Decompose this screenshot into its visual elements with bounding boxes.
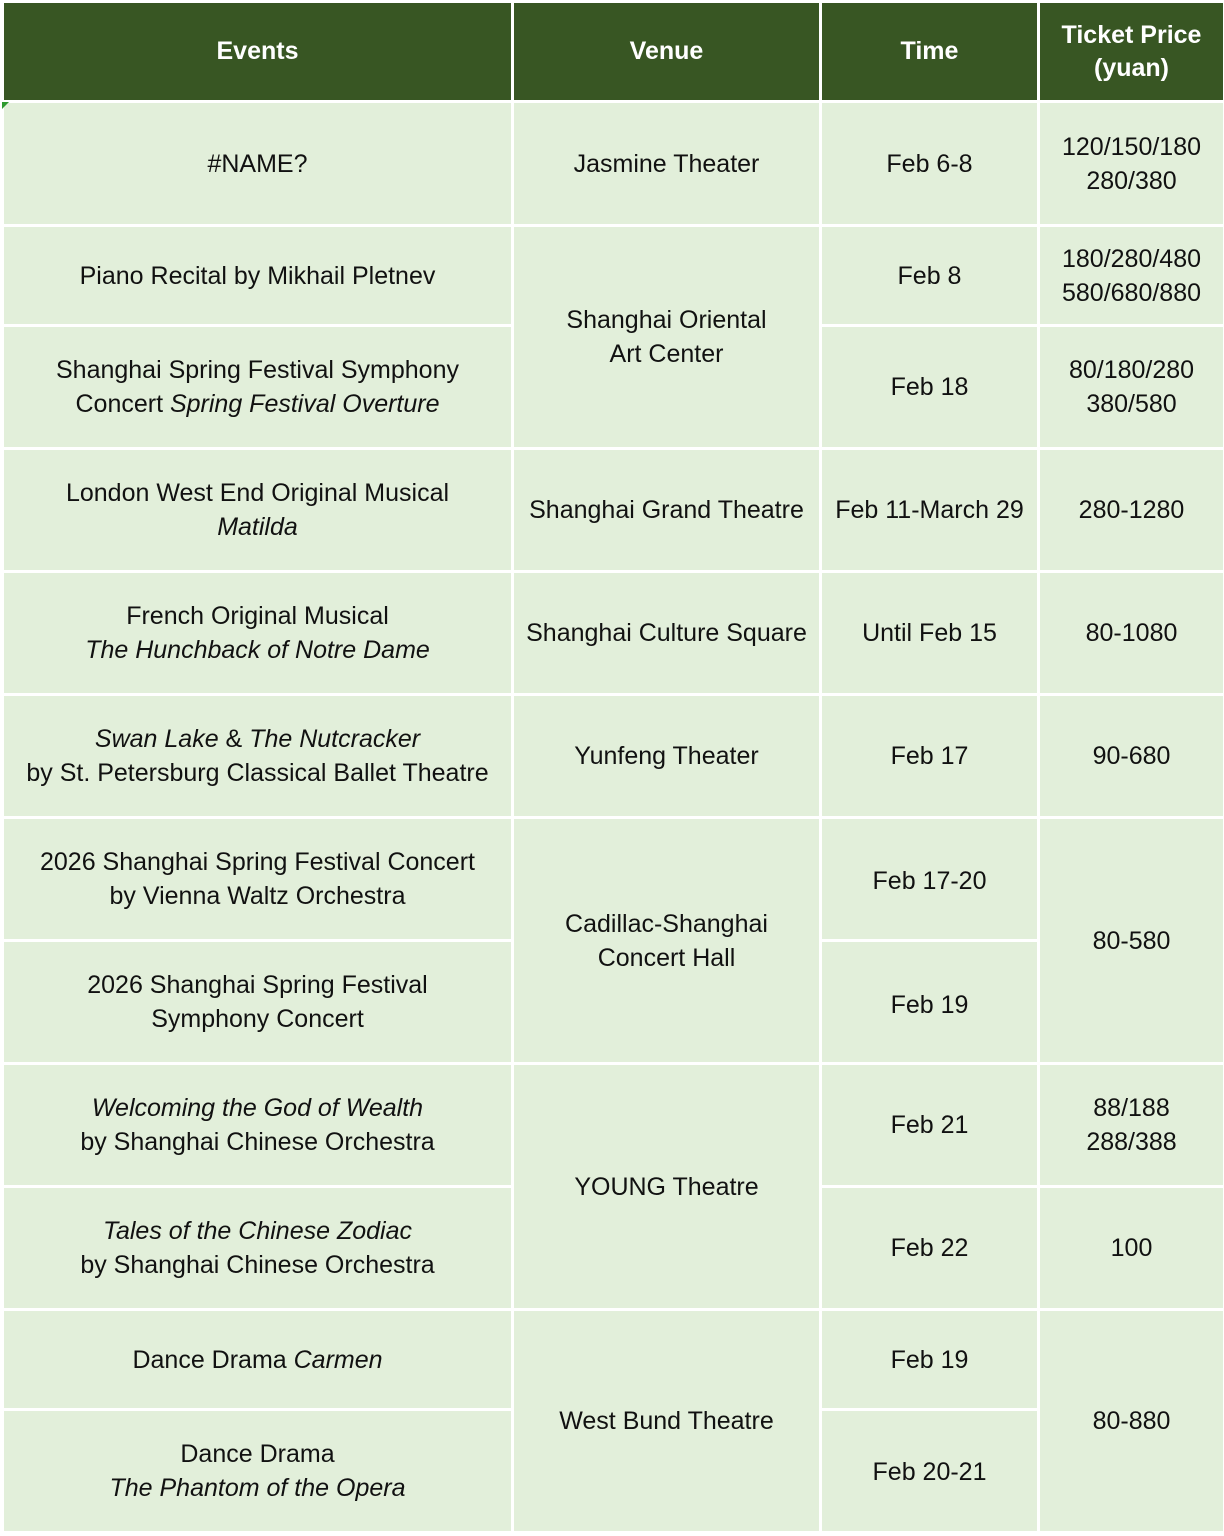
event-prefix: Concert xyxy=(75,390,170,418)
time-cell[interactable]: Feb 20-21 xyxy=(821,1410,1039,1533)
event-line: London West End Original Musical xyxy=(65,479,450,507)
event-title: The Hunchback of Notre Dame xyxy=(85,636,430,664)
event-title: The Nutcracker xyxy=(249,725,421,753)
header-row xyxy=(3,2,1224,102)
event-cell[interactable] xyxy=(3,449,513,572)
event-cell[interactable] xyxy=(3,695,513,818)
time-cell[interactable]: Feb 19 xyxy=(821,941,1039,1064)
time-cell[interactable]: Feb 17-20 xyxy=(821,818,1039,941)
header-ticket-price-line1: Ticket Price xyxy=(1061,20,1202,49)
header-events[interactable]: Events xyxy=(3,2,513,102)
venue-cell[interactable]: YOUNG Theatre xyxy=(513,1064,821,1310)
event-line: Dance Drama xyxy=(180,1440,335,1468)
event-ampersand: & xyxy=(218,725,250,753)
price-cell[interactable] xyxy=(1039,226,1224,326)
event-title: Welcoming the God of Wealth xyxy=(91,1094,424,1122)
price-cell[interactable]: 80-580 xyxy=(1039,818,1224,1064)
price-line: 180/280/480 xyxy=(1061,244,1202,273)
venue-line: Shanghai Oriental xyxy=(566,306,767,334)
event-line: 2026 Shanghai Spring Festival Concert xyxy=(40,848,475,876)
table-row xyxy=(3,695,1224,818)
price-line: 288/388 xyxy=(1086,1128,1177,1156)
event-cell[interactable] xyxy=(3,1310,513,1410)
table-row xyxy=(3,818,1224,941)
price-line: 380/580 xyxy=(1086,390,1177,418)
venue-line: Art Center xyxy=(609,340,724,368)
venue-cell[interactable]: Shanghai Culture Square xyxy=(513,572,821,695)
price-cell[interactable]: 280-1280 xyxy=(1039,449,1224,572)
venue-cell[interactable] xyxy=(513,226,821,449)
event-cell[interactable] xyxy=(3,1187,513,1310)
time-cell[interactable]: Feb 8 xyxy=(821,226,1039,326)
header-ticket-price-line2: (yuan) xyxy=(1094,53,1169,82)
header-time[interactable]: Time xyxy=(821,2,1039,102)
event-cell[interactable] xyxy=(3,572,513,695)
event-line: by Shanghai Chinese Orchestra xyxy=(80,1251,435,1279)
events-table xyxy=(1,0,1224,1534)
event-line: by St. Petersburg Classical Ballet Theatre xyxy=(26,759,489,787)
event-title: Carmen xyxy=(293,1345,383,1374)
table-row xyxy=(3,1064,1224,1187)
table-row xyxy=(3,226,1224,326)
price-line: 580/680/880 xyxy=(1061,278,1202,307)
table-row xyxy=(3,572,1224,695)
table-row xyxy=(3,102,1224,226)
table-row xyxy=(3,449,1224,572)
event-line: 2026 Shanghai Spring Festival xyxy=(87,971,428,999)
event-cell[interactable] xyxy=(3,326,513,449)
cell-error-marker xyxy=(2,102,9,109)
event-cell[interactable]: Piano Recital by Mikhail Pletnev xyxy=(3,226,513,326)
venue-cell[interactable]: Yunfeng Theater xyxy=(513,695,821,818)
price-line: 80/180/280 xyxy=(1068,356,1195,384)
time-cell[interactable]: Feb 18 xyxy=(821,326,1039,449)
event-line: Symphony Concert xyxy=(151,1005,364,1033)
event-title: Spring Festival Overture xyxy=(169,390,440,418)
price-line: 120/150/180 xyxy=(1061,132,1202,161)
venue-line: Cadillac-Shanghai xyxy=(565,909,768,938)
price-cell[interactable] xyxy=(1039,1064,1224,1187)
event-line: Shanghai Spring Festival Symphony xyxy=(55,356,459,384)
time-cell[interactable]: Feb 17 xyxy=(821,695,1039,818)
time-cell[interactable]: Feb 11-March 29 xyxy=(821,449,1039,572)
price-cell[interactable]: 90-680 xyxy=(1039,695,1224,818)
venue-line: Concert Hall xyxy=(597,943,736,972)
venue-cell[interactable]: Jasmine Theater xyxy=(513,102,821,226)
price-line: 88/188 xyxy=(1093,1094,1170,1122)
price-cell[interactable]: 80-1080 xyxy=(1039,572,1224,695)
event-prefix: Dance Drama xyxy=(132,1345,294,1374)
event-cell[interactable] xyxy=(3,1410,513,1533)
price-line: 280/380 xyxy=(1086,166,1177,195)
time-cell[interactable]: Feb 21 xyxy=(821,1064,1039,1187)
event-line: French Original Musical xyxy=(126,602,389,630)
time-cell[interactable]: Feb 6-8 xyxy=(821,102,1039,226)
time-cell[interactable]: Until Feb 15 xyxy=(821,572,1039,695)
event-title: Matilda xyxy=(217,513,298,541)
price-cell[interactable]: 80-880 xyxy=(1039,1310,1224,1533)
time-cell[interactable]: Feb 19 xyxy=(821,1310,1039,1410)
event-cell[interactable] xyxy=(3,1064,513,1187)
event-title: Tales of the Chinese Zodiac xyxy=(103,1217,412,1245)
venue-cell[interactable] xyxy=(513,818,821,1064)
event-cell[interactable] xyxy=(3,941,513,1064)
price-cell[interactable] xyxy=(1039,102,1224,226)
event-line: by Vienna Waltz Orchestra xyxy=(109,882,406,910)
price-cell[interactable]: 100 xyxy=(1039,1187,1224,1310)
table-row xyxy=(3,1310,1224,1410)
event-cell[interactable]: #NAME? xyxy=(3,102,513,226)
event-title: Swan Lake xyxy=(94,725,219,753)
venue-cell[interactable]: Shanghai Grand Theatre xyxy=(513,449,821,572)
price-cell[interactable] xyxy=(1039,326,1224,449)
event-cell[interactable] xyxy=(3,818,513,941)
header-venue[interactable]: Venue xyxy=(513,2,821,102)
event-title: The Phantom of the Opera xyxy=(109,1474,406,1502)
event-line: by Shanghai Chinese Orchestra xyxy=(80,1128,435,1156)
header-ticket-price[interactable] xyxy=(1039,2,1224,102)
time-cell[interactable]: Feb 22 xyxy=(821,1187,1039,1310)
venue-cell[interactable]: West Bund Theatre xyxy=(513,1310,821,1533)
